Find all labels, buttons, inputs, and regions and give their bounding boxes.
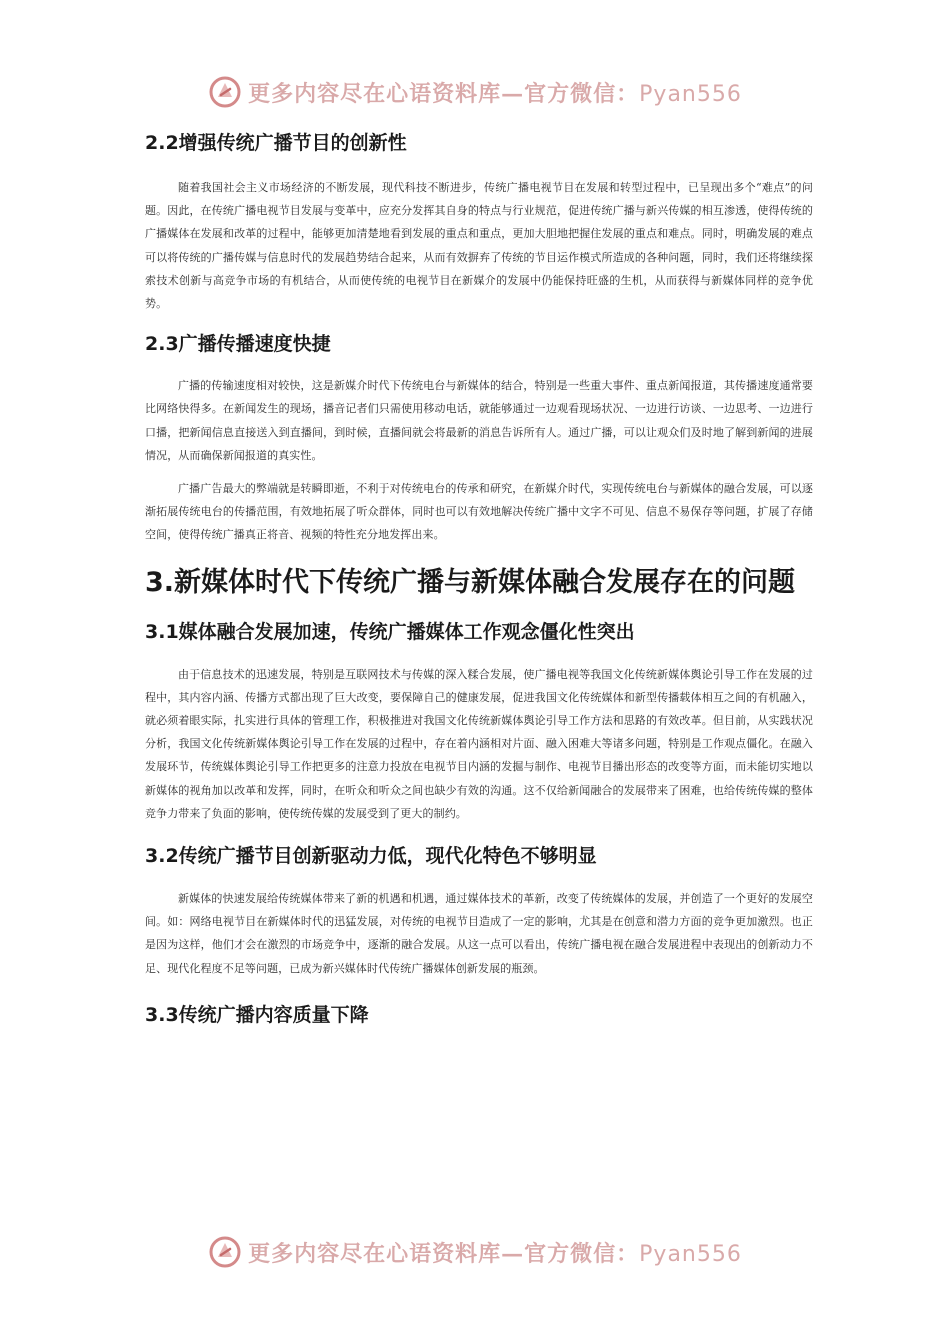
document-body (145, 128, 813, 1030)
watermark-text (248, 77, 742, 108)
watermark-slogan: 更多内容尽在心语资料库—官方微信： (248, 80, 640, 107)
watermark-slogan: 更多内容尽在心语资料库—官方微信： (248, 1240, 640, 1267)
paragraph-2-3-2: 广播广告最大的弊端就是转瞬即逝，不利于对传统电台的传承和研究，在新媒介时代，实现传统电台与新媒体的融合发展，可以逐渐拓展传统电台的传播范围，有效地拓展了听众群体，同时也可以有效地解决传统广播中文字不可见、信息不易保存等问题，扩展了存储空间，使得传统广播真正将音、视频的特性充分地发挥出来。 (145, 482, 813, 542)
section-heading-3-2: 3.2传统广播节目创新驱动力低，现代化特色不够明显 (145, 845, 597, 868)
watermark-wechat-handle: Pyan556 (639, 81, 742, 107)
watermark-text (248, 1237, 742, 1268)
paragraph-3-2-1: 新媒体的快速发展给传统媒体带来了新的机遇和机遇，通过媒体技术的革新，改变了传统媒体的发展，并创造了一个更好的发展空间。如：网络电视节目在新媒体时代的迅猛发展，对传统的电视节目造成了一定的影响，尤其是在创意和潜力方面的竞争更加激烈。也正是因为这样，他们才会在激烈的市场竞争中，逐渐的融合发展。从这一点可以看出，传统广播电视在融合发展进程中表现出的创新动力不足、现代化程度不足等问题，已成为新兴媒体时代传统广播媒体创新发展的瓶颈。 (145, 892, 813, 975)
chapter-heading-3: 3.新媒体时代下传统广播与新媒体融合发展存在的问题 (145, 566, 796, 598)
brand-logo-icon (208, 75, 242, 109)
section-heading-3-3: 3.3传统广播内容质量下降 (145, 1003, 369, 1026)
paragraph-3-1-1: 由于信息技术的迅速发展，特别是互联网技术与传媒的深入糅合发展，使广播电视等我国文化传统新媒体舆论引导工作在发展的过程中，其内容内涵、传播方式都出现了巨大改变，要保障自己的健康发展，促进我国文化传统媒体和新型传播载体相互之间的有机融入，就必须着眼实际，扎实进行具体的管理工作，积极推进对我国文化传统新媒体舆论引导工作方法和思路的有效改革。但目前，从实践状况分析，我国文化传统新媒体舆论引导工作在发展的过程中，存在着内涵相对片面、融入困难大等诸多问题，特别是工作观点僵化。在融入发展环节，传统媒体舆论引导工作把更多的注意力投放在电视节目内涵的发掘与制作、电视节目播出形态的改变等方面，而未能切实地以新媒体的视角加以改革和发挥，同时，在听众和听众之间也缺少有效的沟通。这不仅给新闻融合的发展带来了困难，也给传统传媒的整体竞争力带来了负面的影响，使传统传媒的发展受到了更大的制约。 (145, 667, 813, 820)
section-heading-3-1: 3.1媒体融合发展加速，传统广播媒体工作观念僵化性突出 (145, 620, 635, 643)
paragraph-2-3-1: 广播的传输速度相对较快，这是新媒介时代下传统电台与新媒体的结合，特别是一些重大事件、重点新闻报道，其传播速度通常要比网络快得多。在新闻发生的现场，播音记者们只需使用移动电话，就能够通过一边观看现场状况、一边进行访谈、一边思考、一边进行口播，把新闻信息直接送入到直播间，到时候，直播间就会将最新的消息告诉所有人。通过广播，可以让观众们及时地了解到新闻的进展情况，从而确保新闻报道的真实性。 (145, 379, 813, 462)
watermark-wechat-handle: Pyan556 (639, 1241, 742, 1267)
section-heading-2-2: 2.2增强传统广播节目的创新性 (145, 132, 407, 154)
header-watermark-banner (0, 72, 950, 112)
section-heading-2-3: 2.3广播传播速度快捷 (145, 333, 331, 356)
brand-logo-icon (208, 1235, 242, 1269)
footer-watermark-banner (0, 1232, 950, 1272)
paragraph-2-2-1: 随着我国社会主义市场经济的不断发展，现代科技不断进步，传统广播电视节目在发展和转型过程中，已呈现出多个“难点”的问题。因此，在传统广播电视节目发展与变革中，应充分发挥其自身的特点与行业规范，促进传统广播与新兴传媒的相互渗透，使得传统的广播媒体在发展和改革的过程中，能够更加清楚地看到发展的重点和重点，更加大胆地把握住发展的重点和难点。同时，明确发展的难点可以将传统的广播传媒与信息时代的发展趋势结合起来，从而有效摒弃了传统的节目运作模式所造成的各种问题，同时，我们还将继续探索技术创新与高竞争市场的有机结合，从而使传统的电视节目在新媒介的发展中仍能保持旺盛的生机，从而获得与新媒体同样的竞争优势。 (145, 181, 813, 311)
